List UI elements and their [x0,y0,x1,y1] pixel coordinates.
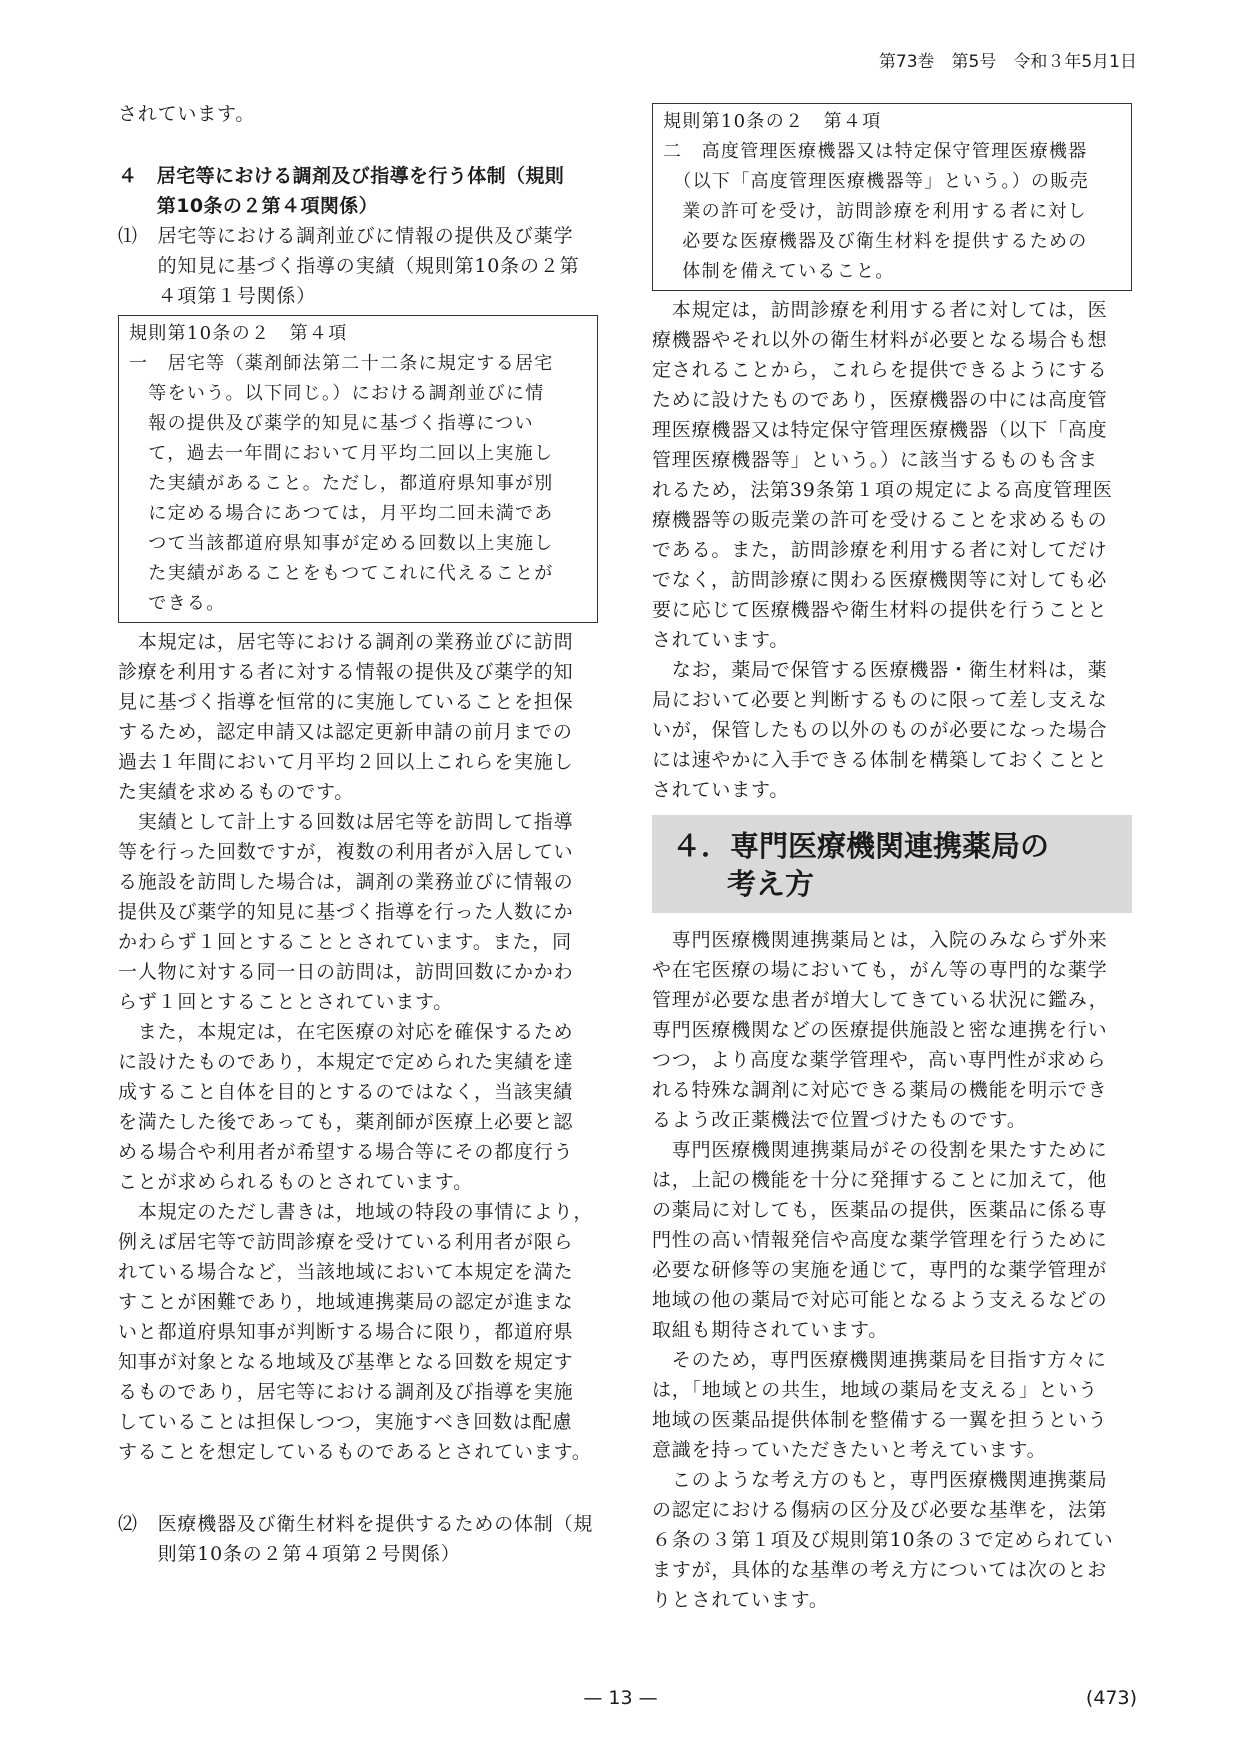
text-line: されています。 [652,779,790,801]
text-line: 見に基づく指導を恒常的に実施していることを担保 [118,691,574,713]
text-line: 専門医療機関連携薬局がその役割を果たすために [652,1139,1108,1161]
text-line: することを想定しているものであるとされています。 [118,1441,592,1463]
text-line: していることは担保しつつ，実施すべき回数は配慮 [118,1411,573,1433]
text-line: 過去１年間において月平均２回以上これらを実施し [118,751,574,773]
regulation-line: 規則第10条の２ 第４項 [663,111,882,132]
text-line: そのため，専門医療機関連携薬局を目指す方々に [652,1349,1107,1371]
section-banner [652,815,1132,913]
text-line: ６条の３第１項及び規則第10条の３で定められてい [652,1529,1114,1551]
text-line: すことが困難であり，地域連携薬局の認定が進まな [118,1291,574,1313]
text-line: には速やかに入手できる体制を構築しておくことと [652,749,1108,771]
text-line: ４項第１号関係） [118,285,317,307]
page-footer [0,1684,1241,1712]
regulation-line: 必要な医療機器及び衛生材料を提供するための [663,231,1088,252]
text-line: るよう改正薬機法で位置づけたものです。 [652,1109,1027,1131]
text-line: 理医療機器又は特定保守管理医療機器（以下「高度 [652,419,1108,441]
text-line: 門性の高い情報発信や高度な薬学管理を行うために [652,1229,1108,1251]
text-line: 等を行った回数ですが，複数の利用者が入居してい [118,841,574,863]
regulation-line: て，過去一年間において月平均二回以上実施し [129,443,554,464]
text-line: 専門医療機関などの医療提供施設と密な連携を行い [652,1019,1108,1041]
regulation-box [652,103,1132,291]
text-line: である。また，訪問診療を利用する者に対してだけ [652,539,1108,561]
section-title-line: 考え方 [727,867,815,901]
text-line: める場合や利用者が希望する場合等にその都度行う [118,1141,574,1163]
text-line: れている場合など，当該地域において本規定を満た [118,1261,574,1283]
text-line: 提供及び薬学的知見に基づく指導を行った人数にか [118,901,574,923]
text-line: れるため，法第39条第１項の規定による高度管理医 [652,479,1113,501]
text-line: 管理が必要な患者が増大してきている状況に鑑み， [652,989,1109,1011]
regulation-line: 二 高度管理医療機器又は特定保守管理医療機器 [663,141,1088,162]
text-line: かわらず１回とすることとされています。また，同 [118,931,572,953]
regulation-line: （以下「高度管理医療機器等」という。）の販売 [663,171,1089,192]
text-line: 地域の他の薬局で対応可能となるよう支えるなどの [652,1289,1108,1311]
text-line: されています。 [652,629,790,651]
section-title-line: ４．専門医療機関連携薬局の [672,829,1050,863]
text-line: 意識を持っていただきたいと考えています。 [652,1439,1047,1461]
text-line: 本規定のただし書きは，地域の特段の事情により， [118,1201,594,1223]
text-line: る施設を訪問した場合は，調剤の業務並びに情報の [118,871,574,893]
text-line: 要に応じて医療機器や衛生材料の提供を行うことと [652,599,1108,621]
text-line: いが，保管したもの以外のものが必要になった場合 [652,719,1108,741]
regulation-line: た実績があることをもつてこれに代えることが [129,563,554,584]
text-line: 療機器やそれ以外の衛生材料が必要となる場合も想 [652,329,1108,351]
text-line: なお，薬局で保管する医療機器・衛生材料は，薬 [652,659,1108,681]
text-line: は，上記の機能を十分に発揮することに加えて，他 [652,1169,1108,1191]
text-line: また，本規定は，在宅医療の対応を確保するため [118,1021,574,1043]
text-line: 成すること自体を目的とするのではなく，当該実績 [118,1081,574,1103]
spacer [118,129,598,161]
regulation-line: 業の許可を受け，訪問診療を利用する者に対し [663,201,1087,222]
text-line: 的知見に基づく指導の実績（規則第10条の２第 [118,255,580,277]
regulation-line: 一 居宅等（薬剤師法第二十二条に規定する居宅 [129,353,554,374]
regulation-line: 等をいう。以下同じ。）における調剤並びに情 [129,383,545,404]
section-heading-line: 第10条の２第４項関係） [118,195,379,217]
text-line: 管理医療機器等」という。）に該当するものも含ま [652,449,1098,471]
text-line: 例えば居宅等で訪問診療を受けている利用者が限ら [118,1231,574,1253]
text-line: た実績を求めるものです。 [118,781,355,803]
text-line: を満たした後であっても，薬剤師が医療上必要と認 [118,1111,574,1133]
text-line: 地域の医薬品提供体制を整備する一翼を担うという [652,1409,1108,1431]
text-line: でなく，訪問診療に関わる医療機関等に対しても必 [652,569,1108,591]
text-line: の認定における傷病の区分及び必要な基準を，法第 [652,1499,1108,1521]
text-line: や在宅医療の場においても，がん等の専門的な薬学 [652,959,1108,981]
text-line: するため，認定申請又は認定更新申請の前月までの [118,721,573,743]
running-head: 第73巻 第5号 令和３年5月1日 [878,52,1137,72]
text-line: 取組も期待されています。 [652,1319,889,1341]
right-column [652,99,1132,1615]
text-line: らず１回とすることとされています。 [118,991,454,1013]
text-line: つつ，より高度な薬学管理や，高い専門性が求めら [652,1049,1107,1071]
left-column [118,99,598,1569]
text-line: ことが求められるものとされています。 [118,1171,473,1193]
text-line: されています。 [118,103,256,125]
page-number: — 13 — [583,1687,658,1709]
regulation-line: 報の提供及び薬学的知見に基づく指導につい [129,413,534,434]
regulation-line: できる。 [129,593,226,614]
text-line: ⑵ 医療機器及び衛生材料を提供するための体制（規 [118,1513,594,1535]
text-line: ⑴ 居宅等における調剤並びに情報の提供及び薬学 [118,225,574,247]
text-line: ますが，具体的な基準の考え方については次のとお [652,1559,1108,1581]
text-line: るものであり，居宅等における調剤及び指導を実施 [118,1381,574,1403]
text-line: 療機器等の販売業の許可を受けることを求めるもの [652,509,1108,531]
text-line: 実績として計上する回数は居宅等を訪問して指導 [118,811,574,833]
text-line: 本規定は，訪問診療を利用する者に対しては，医 [652,299,1108,321]
text-line: 専門医療機関連携薬局とは，入院のみならず外来 [652,929,1108,951]
total-page-number: (473) [1085,1687,1137,1709]
text-line: 診療を利用する者に対する情報の提供及び薬学的知 [118,661,574,683]
text-line: いと都道府県知事が判断する場合に限り，都道府県 [118,1321,574,1343]
text-line: りとされています。 [652,1589,829,1611]
text-line: 必要な研修等の実施を通じて，専門的な薬学管理が [652,1259,1108,1281]
regulation-line: 体制を備えていること。 [663,261,895,282]
regulation-line: た実績があること。ただし，都道府県知事が別 [129,473,554,494]
section-heading-line: ４ 居宅等における調剤及び指導を行う体制（規則 [118,165,565,187]
text-line: このような考え方のもと，専門医療機関連携薬局 [652,1469,1108,1491]
text-line: れる特殊な調剤に対応できる薬局の機能を明示でき [652,1079,1108,1101]
regulation-line: 規則第10条の２ 第４項 [129,323,348,344]
text-line: 局において必要と判断するものに限って差し支えな [652,689,1108,711]
regulation-line: に定める場合にあつては，月平均二回未満であ [129,503,554,524]
text-line: ために設けたものであり，医療機器の中には高度管 [652,389,1108,411]
text-line: 則第10条の２第４項第２号関係） [118,1543,461,1565]
text-line: は，「地域との共生，地域の薬局を支える」という [652,1379,1098,1401]
text-line: の薬局に対しても，医薬品の提供，医薬品に係る専 [652,1199,1108,1221]
text-line: 本規定は，居宅等における調剤の業務並びに訪問 [118,631,574,653]
text-line: に設けたものであり，本規定で定められた実績を達 [118,1051,574,1073]
text-line: 一人物に対する同一日の訪問は，訪問回数にかかわ [118,961,574,983]
text-line: 定されることから，これらを提供できるようにする [652,359,1108,381]
regulation-line: つて当該都道府県知事が定める回数以上実施し [129,533,554,554]
text-line: 知事が対象となる地域及び基準となる回数を規定す [118,1351,574,1373]
regulation-box [118,315,598,623]
spacer [118,1467,598,1509]
